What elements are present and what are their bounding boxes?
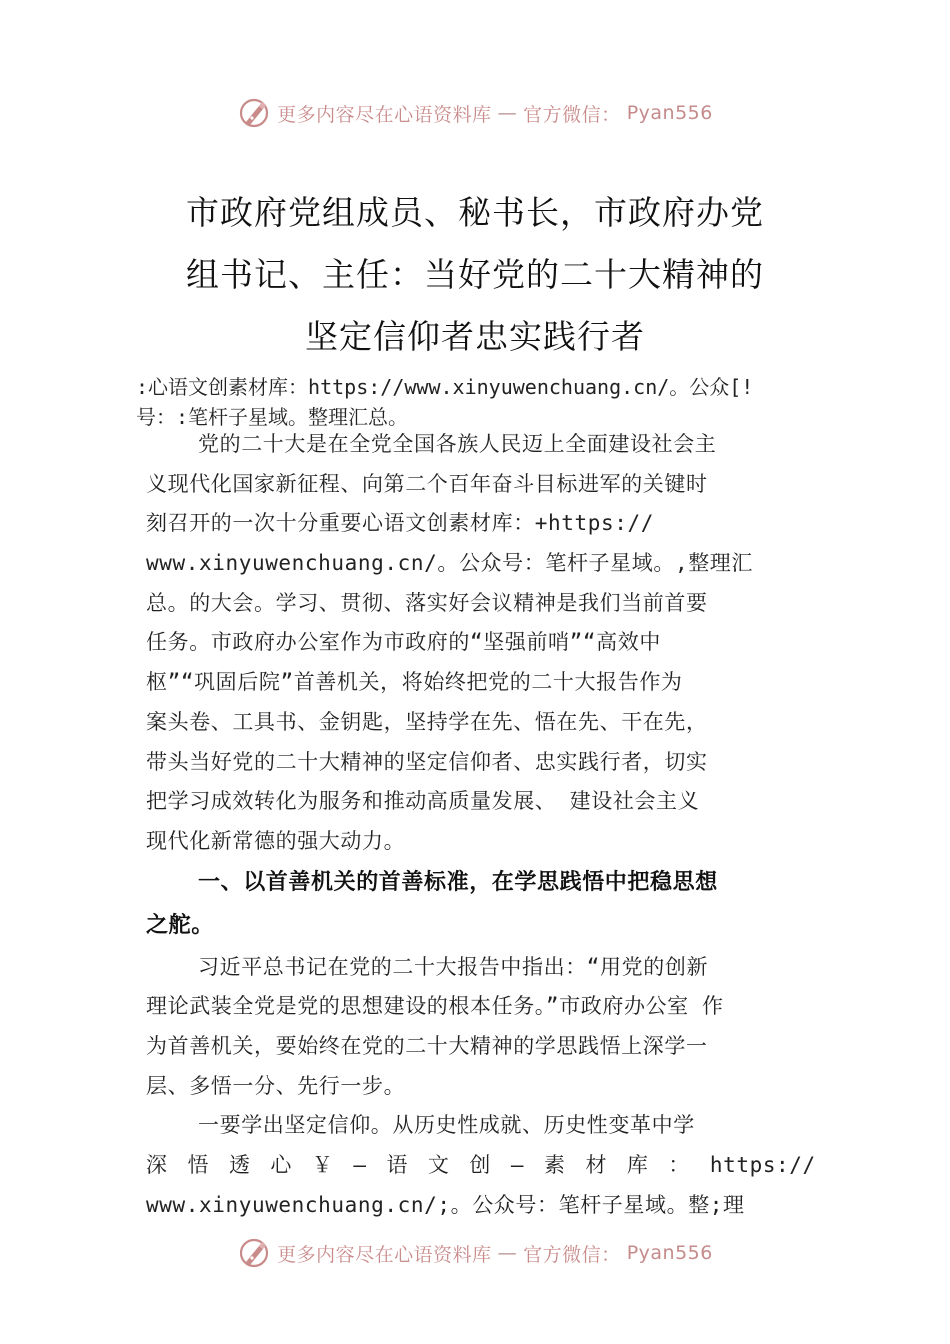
text-line: www.xinyuwenchuang.cn/。公众号：笔杆子星域。,整理汇 <box>146 551 753 576</box>
section-heading <box>146 862 816 948</box>
glyph: 文 <box>427 1153 450 1177</box>
paragraph-quote <box>146 948 816 1107</box>
watermark-wechat-label: 官方微信： <box>523 1243 621 1266</box>
heading-line: 之舵。 <box>146 912 214 938</box>
glyph: 创 <box>469 1153 491 1177</box>
watermark-separator: — <box>497 102 518 124</box>
glyph: 心 <box>270 1153 293 1177</box>
source-note <box>136 372 856 432</box>
glyph: 材 <box>585 1153 608 1177</box>
glyph: ￥ <box>311 1153 334 1177</box>
pen-nib-logo-icon <box>237 96 271 130</box>
text-line: 带头当好党的二十大精神的坚定信仰者、忠实践行者，切实 <box>146 749 708 774</box>
text-line: 枢”“巩固后院”首善机关，将始终把党的二十大报告作为 <box>146 670 683 695</box>
watermark-text: 更多内容尽在心语资料库 <box>277 103 492 126</box>
glyph: ： <box>668 1153 690 1177</box>
watermark-separator: — <box>497 1242 518 1264</box>
justified-line <box>146 1146 816 1186</box>
glyph: 语 <box>386 1153 409 1177</box>
text-line: 理论武装全党是党的思想建设的根本任务。”市政府办公室 作 <box>146 994 724 1019</box>
source-line: :心语文创素材库：https://www.xinyuwenchuang.cn/。公众[! <box>136 375 754 399</box>
text-line: 为首善机关，要始终在党的二十大精神的学思践悟上深学一 <box>146 1033 708 1058</box>
glyph: https:// <box>709 1153 816 1177</box>
text-line: 现代化新常德的强大动力。 <box>146 828 406 853</box>
glyph: 悟 <box>187 1153 210 1177</box>
glyph: 库 <box>626 1153 649 1177</box>
heading-line: 一、以首善机关的首善标准，在学思践悟中把稳思想 <box>198 869 718 895</box>
text-line: 一要学出坚定信仰。从历史性成就、历史性变革中学 <box>198 1113 695 1138</box>
text-line: 把学习成效转化为服务和推动高质量发展、 建设社会主义 <box>146 789 700 814</box>
glyph: 透 <box>228 1153 251 1177</box>
glyph: — <box>510 1153 525 1177</box>
text-line: 任务。市政府办公室作为市政府的“坚强前哨”“高效中 <box>146 630 661 655</box>
document-body <box>146 425 816 1225</box>
text-line: 党的二十大是在全党全国各族人民迈上全面建设社会主 <box>198 432 717 456</box>
text-line: 义现代化国家新征程、向第二个百年奋斗目标进军的关键时 <box>146 471 708 496</box>
title-line: 市政府党组成员、秘书长，市政府办党 <box>186 193 764 232</box>
source-line: 号：:笔杆子星域。整理汇总。 <box>136 405 409 429</box>
watermark-wechat-id: Pyan556 <box>626 1242 713 1264</box>
paragraph-belief <box>146 1106 816 1225</box>
text-line: 习近平总书记在党的二十大报告中指出：“用党的创新 <box>198 954 709 979</box>
header-watermark <box>0 96 950 130</box>
text-line: 刻召开的一次十分重要心语文创素材库：+https:// <box>146 511 654 536</box>
glyph: 素 <box>543 1153 566 1177</box>
title-line: 组书记、主任：当好党的二十大精神的 <box>186 255 764 294</box>
text-line: 案头卷、工具书、金钥匙，坚持学在先、悟在先、干在先， <box>146 709 708 734</box>
glyph: — <box>353 1153 367 1177</box>
text-line: www.xinyuwenchuang.cn/;。公众号：笔杆子星域。整;理 <box>146 1192 745 1217</box>
watermark-text: 更多内容尽在心语资料库 <box>277 1243 492 1266</box>
watermark-wechat-label: 官方微信： <box>523 103 621 126</box>
title-line: 坚定信仰者忠实践行者 <box>305 317 645 356</box>
text-line: 层、多悟一分、先行一步。 <box>146 1073 406 1098</box>
watermark-wechat-id: Pyan556 <box>626 102 713 124</box>
glyph: 深 <box>146 1153 168 1177</box>
pen-nib-logo-icon <box>237 1236 271 1270</box>
text-line: 总。的大会。学习、贯彻、落实好会议精神是我们当前首要 <box>146 590 708 615</box>
footer-watermark <box>0 1236 950 1270</box>
paragraph-intro <box>146 425 816 862</box>
document-title <box>0 182 950 368</box>
